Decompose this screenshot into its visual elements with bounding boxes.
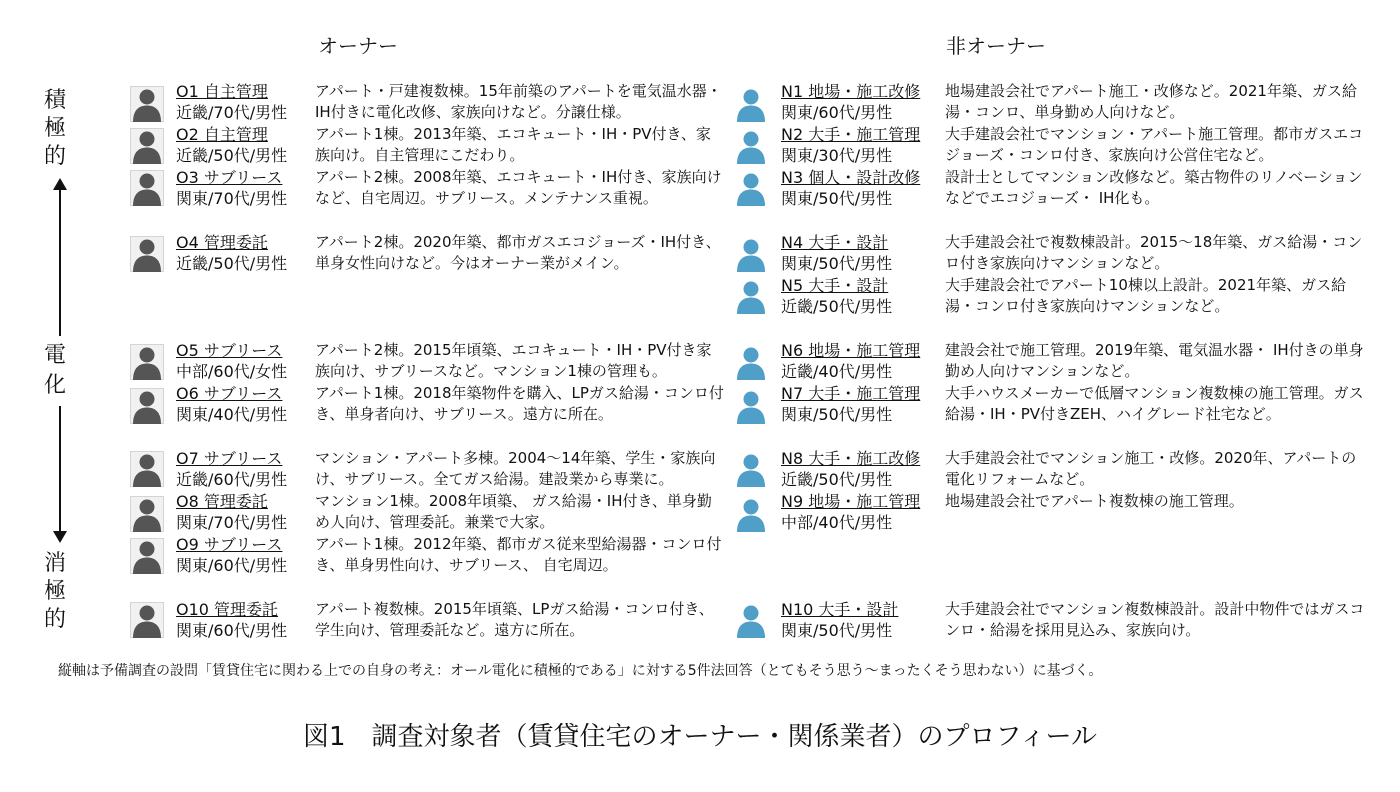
owner-meta: 関東/70代/男性 [176, 513, 288, 532]
non-owner-description: 大手建設会社でマンション・アパート施工管理。都市ガスエコジョーズ・コンロ付き、家族向け公営住宅など。 [945, 125, 1364, 164]
owner-description: アパート複数棟。2015年頃築、LPガス給湯・コンロ付き、学生向け、管理委託など。遠方に所在。 [315, 600, 714, 639]
owner-person-icon [130, 86, 164, 122]
axis-label-electrification-2: 化 [44, 373, 67, 398]
non-owner-meta: 中部/40代/男性 [781, 513, 893, 532]
owner-description: アパート2棟。2008年築、エコキュート・IH付き、家族向けなど、自宅周辺。サブリース。メンテナンス重視。 [315, 168, 722, 207]
non-owner-person-icon [734, 496, 768, 532]
non-owner-id: N5 大手・設計 [781, 276, 889, 295]
owner-id: O6 サブリース [176, 384, 283, 403]
owner-meta: 関東/60代/男性 [176, 621, 288, 640]
owner-person-icon [130, 388, 164, 424]
owner-description: アパート2棟。2015年頃築、エコキュート・IH・PV付き家族向け、サブリースなど。マンション1棟の管理も。 [315, 341, 712, 380]
non-owner-id: N6 地場・施工管理 [781, 341, 921, 360]
axis-label-positive-1: 積 [44, 88, 67, 113]
non-owner-person-icon [734, 278, 768, 314]
non-owner-description: 大手建設会社で複数棟設計。2015～18年築、ガス給湯・コンロ付き家族向けマンションなど。 [945, 233, 1363, 272]
owner-meta: 近畿/50代/男性 [176, 146, 288, 165]
non-owner-meta: 近畿/50代/男性 [781, 470, 893, 489]
non-owner-person-icon [734, 602, 768, 638]
axis-label-negative-3: 的 [44, 607, 67, 632]
figure-caption: 図1 調査対象者（賃貸住宅のオーナー・関係業者）のプロフィール [303, 722, 1097, 752]
non-owner-person-icon [734, 451, 768, 487]
owner-meta: 近畿/50代/男性 [176, 254, 288, 273]
owner-person-icon [130, 496, 164, 532]
owner-id: O10 管理委託 [176, 600, 279, 619]
non-owner-person-icon [734, 128, 768, 164]
non-owner-description: 建設会社で施工管理。2019年築、電気温水器・ IH付きの単身勤め人向けマンションなど。 [945, 341, 1364, 380]
owner-description: アパート1棟。2013年築、エコキュート・IH・PV付き、家族向け。自主管理にこだわり。 [315, 125, 711, 164]
owner-description: アパート・戸建複数棟。15年前築のアパートを電気温水器・IH付きに電化改修、家族向けなど。分譲仕様。 [315, 82, 722, 121]
axis-line-upper [59, 188, 61, 336]
owner-id: O5 サブリース [176, 341, 283, 360]
non-owner-id: N1 地場・施工改修 [781, 82, 921, 101]
owner-description: マンション1棟。2008年頃築、 ガス給湯・IH付き、単身勤め人向け、管理委託。兼業で大家。 [315, 492, 712, 531]
non-owner-description: 大手ハウスメーカーで低層マンション複数棟の施工管理。ガス給湯・IH・PV付きZEH、ハイグレード社宅など。 [945, 384, 1364, 423]
owner-person-icon [130, 236, 164, 272]
non-owner-meta: 関東/50代/男性 [781, 254, 893, 273]
non-owner-meta: 近畿/40代/男性 [781, 362, 893, 381]
owner-description: アパート1棟。2012年築、都市ガス従来型給湯器・コンロ付き、単身男性向け、サブリース、 自宅周辺。 [315, 535, 722, 574]
axis-arrow-down-icon [53, 531, 67, 543]
non-owner-description: 設計士としてマンション改修など。築古物件のリノベーションなどでエコジョーズ・ IH化も。 [945, 168, 1363, 207]
axis-label-negative-1: 消 [44, 551, 67, 576]
non-owner-meta: 関東/50代/男性 [781, 621, 893, 640]
non-owner-meta: 関東/50代/男性 [781, 189, 893, 208]
non-owner-id: N8 大手・施工改修 [781, 449, 921, 468]
non-owner-id: N9 地場・施工管理 [781, 492, 921, 511]
non-owner-person-icon [734, 170, 768, 206]
axis-label-negative-2: 極 [44, 579, 67, 604]
owner-person-icon [130, 170, 164, 206]
owner-id: O9 サブリース [176, 535, 283, 554]
owner-id: O2 自主管理 [176, 125, 268, 144]
non-owner-description: 大手建設会社でアパート10棟以上設計。2021年築、ガス給湯・コンロ付き家族向けマンションなど。 [945, 276, 1347, 315]
owner-description: アパート1棟。2018年築物件を購入、LPガス給湯・コンロ付き、単身者向け、サブリース。遠方に所在。 [315, 384, 724, 423]
owner-id: O7 サブリース [176, 449, 283, 468]
owner-person-icon [130, 344, 164, 380]
non-owner-meta: 関東/50代/男性 [781, 405, 893, 424]
axis-line-lower [59, 406, 61, 533]
owner-person-icon [130, 128, 164, 164]
owner-meta: 近畿/70代/男性 [176, 103, 288, 122]
owner-id: O1 自主管理 [176, 82, 268, 101]
owner-meta: 関東/40代/男性 [176, 405, 288, 424]
non-owner-description: 地場建設会社でアパート複数棟の施工管理。 [945, 492, 1244, 510]
non-owner-description: 地場建設会社でアパート施工・改修など。2021年築、ガス給湯・コンロ、単身勤め人向けなど。 [945, 82, 1357, 121]
axis-label-positive-3: 的 [44, 144, 67, 169]
non-owner-person-icon [734, 344, 768, 380]
non-owner-meta: 関東/60代/男性 [781, 103, 893, 122]
non-owner-person-icon [734, 86, 768, 122]
owner-description: マンション・アパート多棟。2004～14年築、学生・家族向け、サブリース。全てガス給湯。建設業から専業に。 [315, 449, 716, 488]
owner-id: O4 管理委託 [176, 233, 268, 252]
owners-heading: オーナー [318, 34, 398, 58]
non-owner-meta: 近畿/50代/男性 [781, 297, 893, 316]
owner-meta: 関東/60代/男性 [176, 556, 288, 575]
owner-person-icon [130, 602, 164, 638]
owner-person-icon [130, 538, 164, 574]
non-owner-description: 大手建設会社でマンション複数棟設計。設計中物件ではガスコンロ・給湯を採用見込み、家族向け。 [945, 600, 1365, 639]
owner-meta: 近畿/60代/男性 [176, 470, 288, 489]
owner-description: アパート2棟。2020年築、都市ガスエコジョーズ・IH付き、単身女性向けなど。今はオーナー業がメイン。 [315, 233, 721, 272]
axis-label-electrification-1: 電 [44, 343, 67, 368]
non-owner-id: N4 大手・設計 [781, 233, 889, 252]
owner-person-icon [130, 451, 164, 487]
non-owner-person-icon [734, 388, 768, 424]
axis-label-positive-2: 極 [44, 116, 67, 141]
non-owner-id: N2 大手・施工管理 [781, 125, 921, 144]
non-owners-heading: 非オーナー [946, 34, 1046, 58]
non-owner-meta: 関東/30代/男性 [781, 146, 893, 165]
non-owner-person-icon [734, 236, 768, 272]
non-owner-description: 大手建設会社でマンション施工・改修。2020年、アパートの電化リフォームなど。 [945, 449, 1357, 488]
non-owner-id: N10 大手・設計 [781, 600, 899, 619]
owner-meta: 中部/60代/女性 [176, 362, 288, 381]
footnote: 縦軸は予備調査の設問「賃貸住宅に関わる上での自身の考え：オール電化に積極的である」に対する5件法回答（とてもそう思う～まったくそう思わない）に基づく。 [58, 663, 1103, 679]
owner-id: O3 サブリース [176, 168, 283, 187]
non-owner-id: N7 大手・施工管理 [781, 384, 921, 403]
owner-meta: 関東/70代/男性 [176, 189, 288, 208]
owner-id: O8 管理委託 [176, 492, 268, 511]
non-owner-id: N3 個人・設計改修 [781, 168, 921, 187]
